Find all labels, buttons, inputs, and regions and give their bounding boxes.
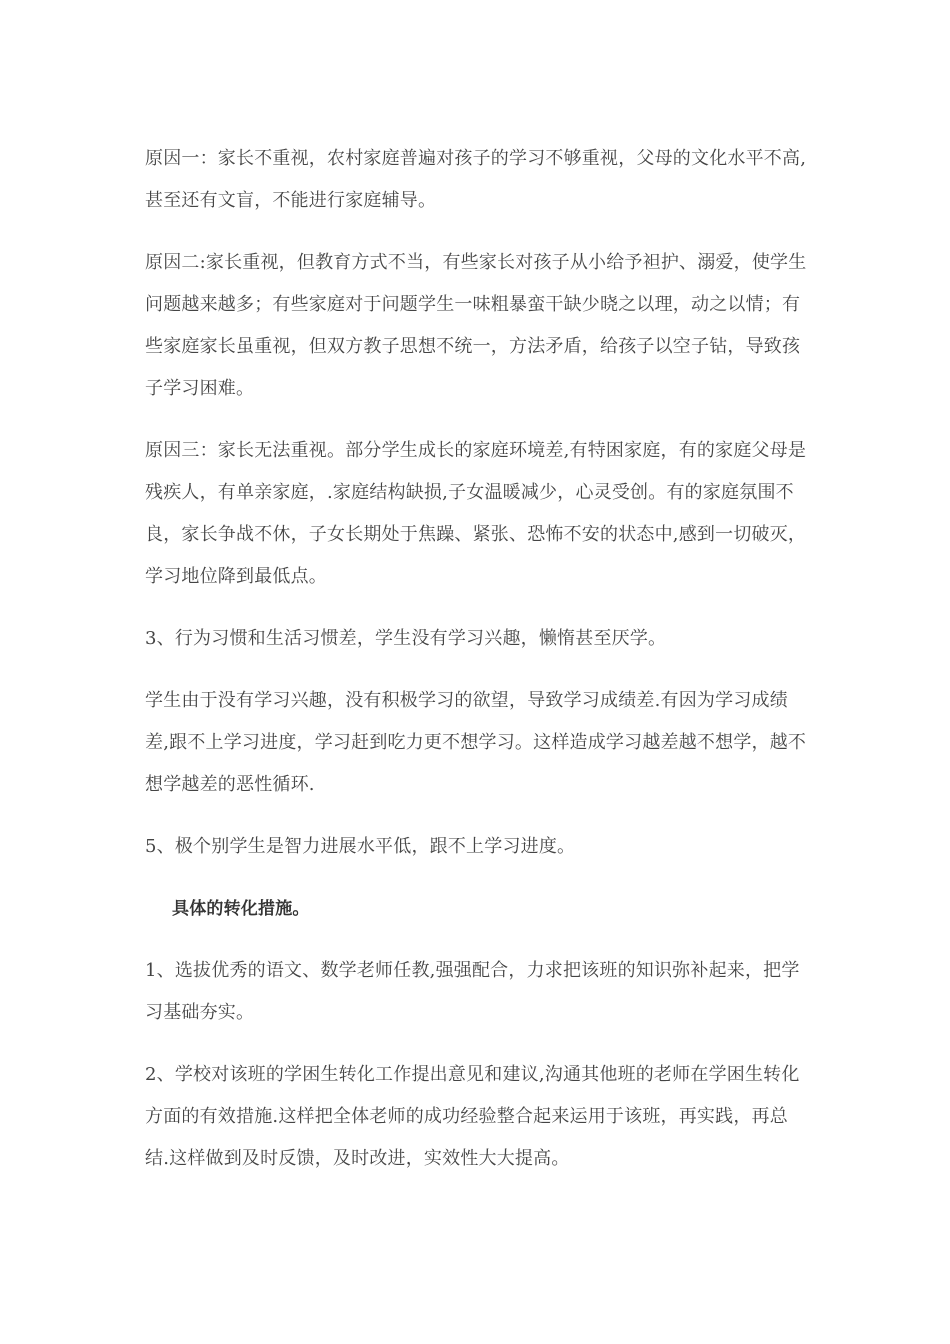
paragraph-reason-three: 原因三：家长无法重视。部分学生成长的家庭环境差,有特困家庭，有的家庭父母是残疾人，有单亲家庭，.家庭结构缺损,子女温暖减少，心灵受创。有的家庭氛围不良，家长争战不休，子女长期处于焦躁、紧张、恐怖不安的状态中,感到一切破灭，学习地位降到最低点。	[145, 440, 807, 587]
paragraph-reason-one: 原因一：家长不重视，农村家庭普遍对孩子的学习不够重视，父母的文化水平不高,甚至还有文盲，不能进行家庭辅导。	[145, 148, 807, 211]
measure-item: 1、选拔优秀的语文、数学老师任教,强强配合，力求把该班的知识弥补起来，把学习基础夯实。	[145, 960, 800, 1023]
paragraph-point-five: 5、极个别学生是智力进展水平低，跟不上学习进度。	[145, 836, 576, 857]
measure-item: 2、学校对该班的学困生转化工作提出意见和建议,沟通其他班的老师在学困生转化方面的有效措施.这样把全体老师的成功经验整合起来运用于该班，再实践，再总结.这样做到及时反馈，及时改进，实效性大大提高。	[145, 1064, 800, 1169]
paragraph-reason-two: 原因二:家长重视，但教育方式不当，有些家长对孩子从小给予袒护、溺爱，使学生问题越来越多；有些家庭对于问题学生一味粗暴蛮干缺少晓之以理，动之以情；有些家庭家长虽重视，但双方教子思想不统一，方法矛盾，给孩子以空子钻，导致孩子学习困难。	[145, 252, 807, 399]
paragraph-interest: 学生由于没有学习兴趣，没有积极学习的欲望，导致学习成绩差.有因为学习成绩差,跟不上学习进度，学习赶到吃力更不想学习。这样造成学习越差越不想学，越不想学越差的恶性循环.	[145, 690, 807, 795]
paragraph-point-three: 3、行为习惯和生活习惯差，学生没有学习兴趣，懒惰甚至厌学。	[145, 628, 667, 649]
section-heading: 具体的转化措施。	[172, 899, 310, 919]
document-body	[145, 138, 810, 1200]
